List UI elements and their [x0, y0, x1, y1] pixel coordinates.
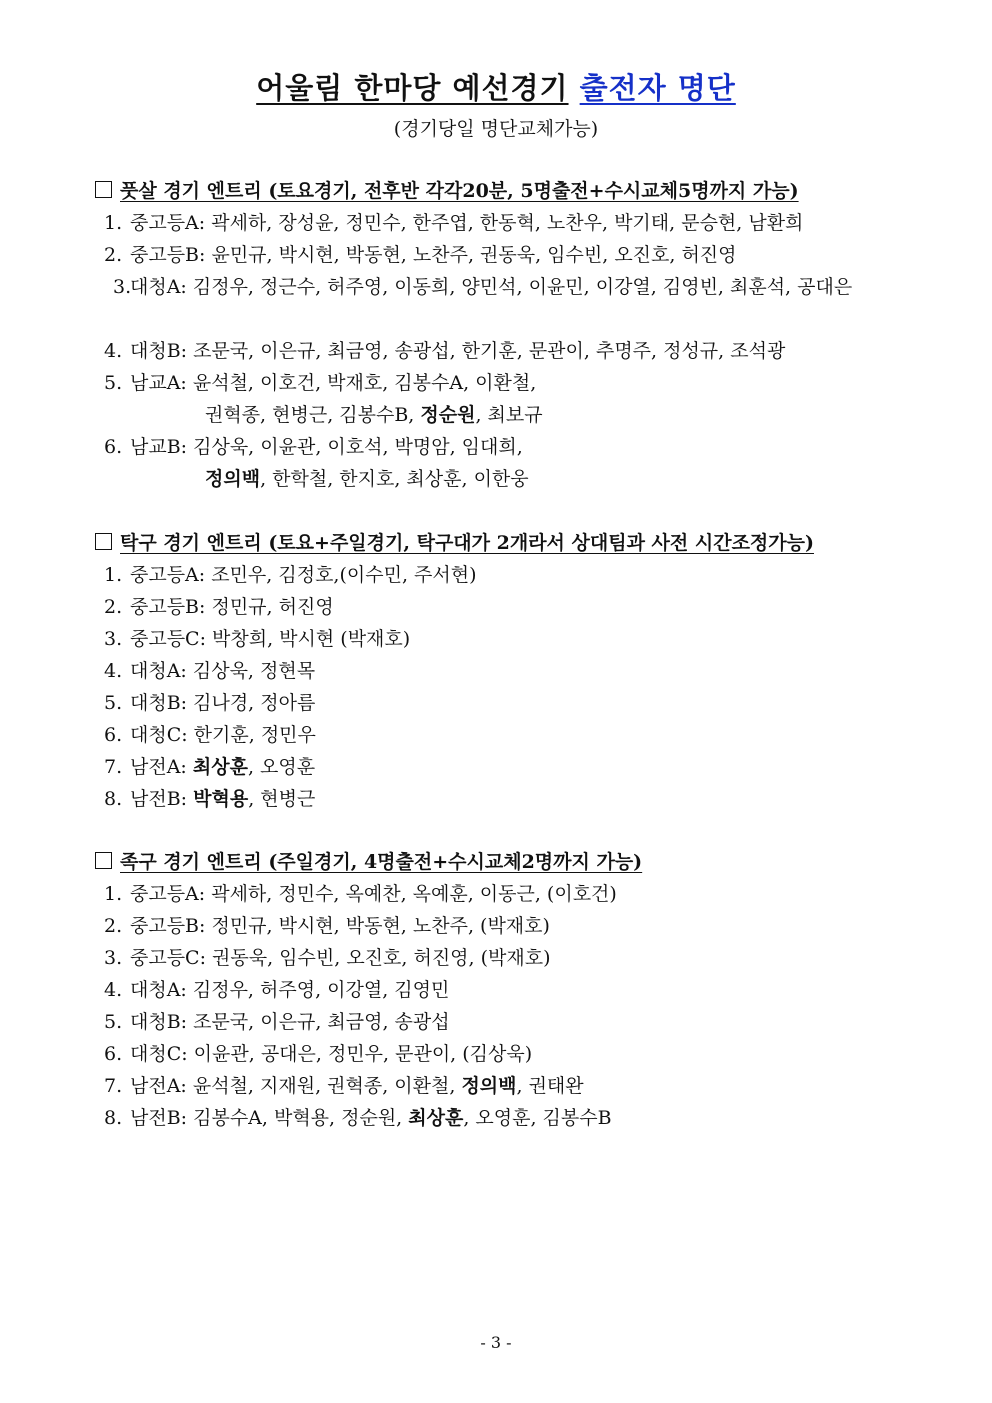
jokgu-section	[95, 846, 915, 1134]
list-item: 5. 대청B: 김나경, 정아름	[104, 692, 316, 714]
document-title	[0, 66, 992, 107]
list-item: 5. 대청B: 조문국, 이은규, 최금영, 송광섭	[104, 1011, 450, 1033]
section-heading: 탁구 경기 엔트리 (토요+주일경기, 탁구대가 2개라서 상대팀과 사전 시간조정가능)	[95, 527, 915, 559]
checkbox-square-icon	[95, 533, 112, 550]
checkbox-square-icon	[95, 181, 112, 198]
checkbox-square-icon	[95, 852, 112, 869]
title-highlight: 출전자 명단	[579, 71, 736, 105]
list-item: 3. 중고등C: 권동욱, 임수빈, 오진호, 허진영, (박재호)	[104, 947, 551, 969]
list-item: 6. 대청C: 한기훈, 정민우	[104, 724, 316, 746]
list-item: 4. 대청A: 김상욱, 정현목	[104, 660, 316, 682]
list-item: 2. 중고등B: 윤민규, 박시현, 박동현, 노찬주, 권동욱, 임수빈, 오진호, 허진영	[104, 244, 737, 266]
section-heading: 족구 경기 엔트리 (주일경기, 4명출전+수시교체2명까지 가능)	[95, 846, 915, 878]
list-item-continuation: 정의백, 한학철, 한지호, 최상훈, 이한웅	[205, 468, 529, 490]
list-item: 8. 남전B: 김봉수A, 박혁용, 정순원, 최상훈, 오영훈, 김봉수B	[104, 1107, 612, 1129]
list-item: 6. 대청C: 이윤관, 공대은, 정민우, 문관이, (김상욱)	[104, 1043, 533, 1065]
list-item: 4. 대청B: 조문국, 이은규, 최금영, 송광섭, 한기훈, 문관이, 추명주, 정성규, 조석광	[104, 340, 786, 362]
list-item: 7. 남전A: 최상훈, 오영훈	[104, 756, 316, 778]
list-item: 2. 중고등B: 정민규, 박시현, 박동현, 노찬주, (박재호)	[104, 915, 550, 937]
list-item: 6. 남교B: 김상욱, 이윤관, 이호석, 박명암, 임대희,	[104, 436, 523, 458]
section-heading: 풋살 경기 엔트리 (토요경기, 전후반 각각20분, 5명출전+수시교체5명까지 가능)	[95, 175, 915, 207]
title-main: 어울림 한마당 예선경기	[256, 71, 569, 105]
table-tennis-section	[95, 527, 915, 815]
list-item-continuation: 권혁종, 현병근, 김봉수B, 정순원, 최보규	[205, 404, 543, 426]
list-item: 1. 중고등A: 조민우, 김정호,(이수민, 주서현)	[104, 564, 477, 586]
document-subtitle: (경기당일 명단교체가능)	[393, 118, 599, 140]
list-item: 3.대청A: 김정우, 정근수, 허주영, 이동희, 양민석, 이윤민, 이강열, 김영빈, 최훈석, 공대은	[113, 276, 853, 298]
page-number: - 3 -	[480, 1333, 512, 1352]
list-item: 5. 남교A: 윤석철, 이호건, 박재호, 김봉수A, 이환철,	[104, 372, 537, 394]
futsal-section	[95, 175, 915, 495]
list-item: 8. 남전B: 박혁용, 현병근	[104, 788, 316, 810]
list-item: 7. 남전A: 윤석철, 지재원, 권혁종, 이환철, 정의백, 권태완	[104, 1075, 584, 1097]
list-item: 1. 중고등A: 곽세하, 장성윤, 정민수, 한주엽, 한동혁, 노찬우, 박기태, 문승현, 남환희	[104, 212, 804, 234]
list-item: 3. 중고등C: 박창희, 박시현 (박재호)	[104, 628, 411, 650]
list-item: 4. 대청A: 김정우, 허주영, 이강열, 김영민	[104, 979, 450, 1001]
list-item: 1. 중고등A: 곽세하, 정민수, 옥예찬, 옥예훈, 이동근, (이호건)	[104, 883, 617, 905]
list-item: 2. 중고등B: 정민규, 허진영	[104, 596, 334, 618]
